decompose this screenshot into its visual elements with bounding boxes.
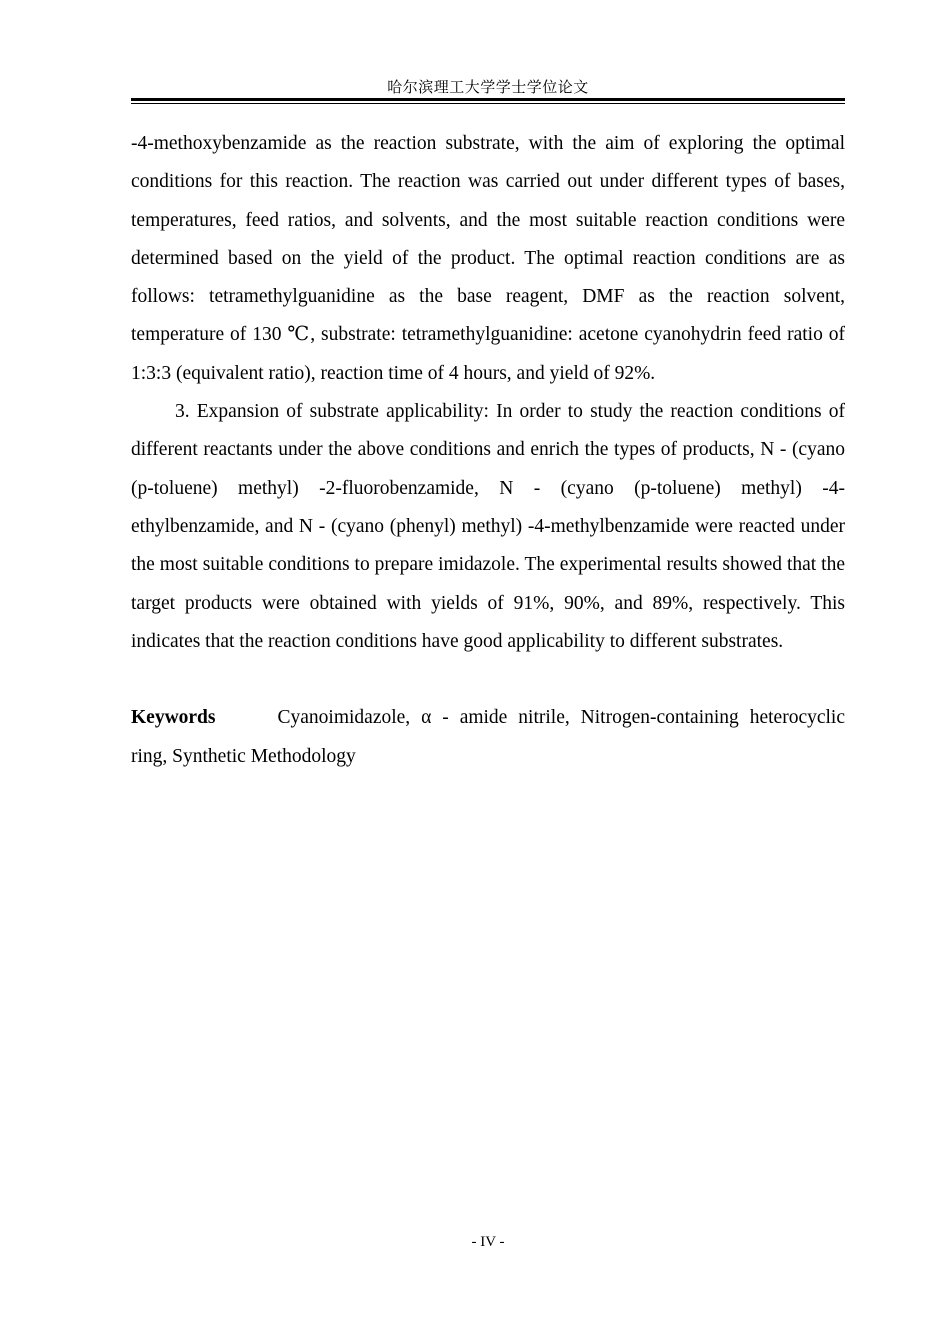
page-number: - IV - — [471, 1234, 505, 1250]
keywords-section — [131, 699, 845, 776]
keywords-label: Keywords — [131, 707, 216, 729]
body-text — [131, 125, 845, 776]
keywords-text: Cyanoimidazole, α - amide nitrile, Nitrogen-containing heterocyclic ring, Synthetic Methodology — [131, 707, 845, 767]
header-rule-thick — [131, 98, 845, 101]
page-header: 哈尔滨理工大学学士学位论文 — [387, 80, 589, 96]
paragraph-2: 3. Expansion of substrate applicability: In order to study the reaction conditions of different reactants under the above conditions and enrich the types of products, N - (cyano (p-toluene) methyl) -2-fluorobenzamide, N - (cyano (p-toluene) methyl) -4-ethylbenzamide, and N - (cyano (phenyl) methyl) -4-methylbenzamide were reacted under the most suitable conditions to prepare imidazole. The experimental results showed that the target products were obtained with yields of 91%, 90%, and 89%, respectively. This indicates that the reaction conditions have good applicability to different substrates. — [131, 401, 845, 652]
header-rule-thin — [131, 103, 845, 104]
paragraph-1: -4-methoxybenzamide as the reaction substrate, with the aim of exploring the optimal conditions for this reaction. The reaction was carried out under different types of bases, temperatures, feed ratios, and solvents, and the most suitable reaction conditions were determined based on the yield of the product. The optimal reaction conditions are as follows: tetramethylguanidine as the base reagent, DMF as the reaction solvent, temperature of 130 ℃, substrate: tetramethylguanidine: acetone cyanohydrin feed ratio of 1:3:3 (equivalent ratio), reaction time of 4 hours, and yield of 92%. — [131, 133, 845, 384]
